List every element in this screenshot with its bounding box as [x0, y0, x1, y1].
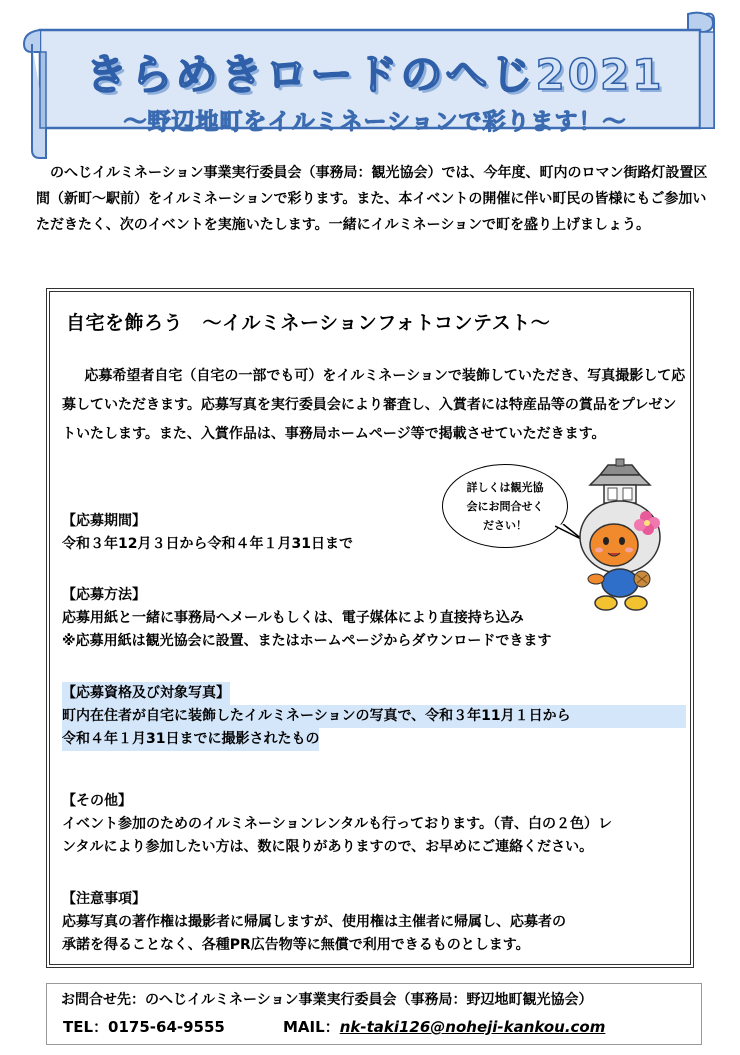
contest-title: 自宅を飾ろう ～イルミネーションフォトコンテスト～ [66, 312, 551, 334]
tel-line [63, 1016, 225, 1037]
intro-paragraph: のへじイルミネーション事業実行委員会（事務局：観光協会）では、今年度、町内のロマン街路灯設置区間（新町～駅前）をイルミネーションで彩ります。また、本イベントの開催に伴い町民の皆様にもご参加いただきたく、次のイベントを実施いたします。一緒にイルミネーションで町を盛り上げましょう。 [36, 165, 708, 233]
mail-label: MAIL： [283, 1018, 340, 1036]
section-other [62, 790, 686, 859]
page-title: きらめきロードのへじ2021 [85, 50, 665, 99]
mail-line [283, 1016, 605, 1037]
bubble-line: ださい！ [483, 518, 527, 532]
section-line: 承諾を得ることなく、各種PR広告物等に無償で利用できるものとします。 [62, 937, 530, 953]
section-line: 応募写真の著作権は撮影者に帰属しますが、使用権は主催者に帰属し、応募者の [62, 914, 566, 930]
section-line: イベント参加のためのイルミネーションレンタルも行っております。（青、白の２色）レ [62, 816, 613, 832]
bubble-line: 詳しくは観光協 [466, 480, 544, 494]
section-heading: 【応募方法】 [62, 587, 146, 603]
section-heading: 【応募期間】 [62, 513, 146, 529]
section-heading: 【注意事項】 [62, 891, 146, 907]
speech-bubble [442, 464, 568, 548]
section-line: ンタルにより参加したい方は、数に限りがありますので、お早めにご連絡ください。 [62, 839, 594, 855]
section-line: 令和４年１月31日までに撮影されたもの [62, 728, 319, 751]
section-notes [62, 888, 686, 957]
section-line: 令和３年12月３日から令和４年１月31日まで [62, 536, 353, 552]
contest-box [46, 288, 694, 968]
section-heading: 【その他】 [62, 793, 132, 809]
contest-description: 応募希望者自宅（自宅の一部でも可）をイルミネーションで装飾していただき、写真撮影して応募していただきます。応募写真を実行委員会により審査し、入賞者には特産品等の賞品をプレゼントいたします。また、入賞作品は、事務局ホームページ等で掲載させていただきます。 [62, 368, 686, 442]
contact-heading: お問合せ先：のへじイルミネーション事業実行委員会（事務局：野辺地町観光協会） [61, 992, 593, 1008]
section-heading: 【応募資格及び対象写真】 [62, 682, 230, 705]
contact-box [46, 983, 702, 1045]
section-line: 町内在住者が自宅に装飾したイルミネーションの写真で、令和３年11月１日から [62, 705, 686, 728]
section-eligibility [62, 682, 686, 751]
section-line: 応募用紙と一緒に事務局へメールもしくは、電子媒体により直接持ち込み [62, 610, 524, 626]
section-line: ※応募用紙は観光協会に設置、またはホームページからダウンロードできます [62, 633, 552, 649]
mail-address-link[interactable]: nk-taki126@noheji-kankou.com [339, 1018, 606, 1036]
bubble-line: 会にお問合せく [466, 499, 544, 513]
title-banner [0, 0, 740, 170]
tel-label: TEL： [63, 1018, 109, 1036]
mascot-character-icon [566, 457, 674, 617]
tel-number[interactable]: 0175-64-9555 [108, 1018, 225, 1036]
page-subtitle: ～野辺地町をイルミネーションで彩ります！～ [123, 109, 627, 135]
